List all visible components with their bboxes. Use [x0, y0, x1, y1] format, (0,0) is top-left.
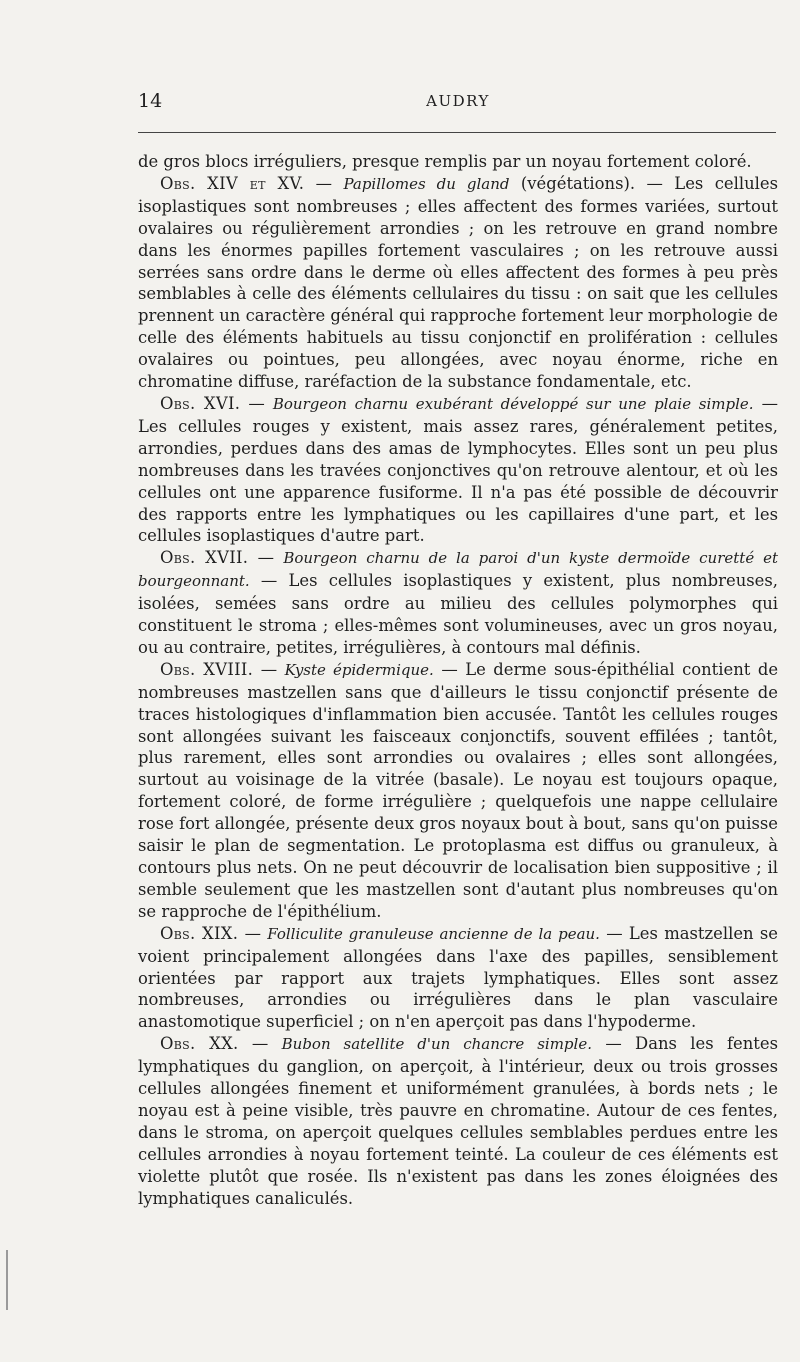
paragraph-obs-xvi: Obs. XVI. — Bourgeon charnu exubérant développé sur une plaie simple. — Les cellules rouges y existent, mais assez rares, généralement petites, arrondies, perdues dans des amas de lymphocytes. Elles sont un peu plus nombreuses dans les travées conjonctives qu'on retrouve alentour, et où les cellules ont une apparence fusiforme. Il n'a pas été possible de découvrir des rapports entre les lymphatiques ou les capillaires d'une part, et les cellules isoplastiques d'autre part.: [138, 393, 779, 546]
paragraph-continuation: [138, 151, 778, 173]
paragraph-text: — Dans les fentes lymphatiques du ganglion, on aperçoit, à l'intérieur, deux ou trois grosses cellules allongées finement et uniformément granulées, à bords nets ; le noyau est à peine visible, très pauvre en chromatine. Autour de ces fentes, dans le stroma, on aperçoit quelques cellules semblables perdues entre les cellules arrondies à noyau fortement teinté. La couleur de ces éléments est violette plutôt que rosée. Ils n'existent pas dans les zones éloignées des lymphatiques canaliculés.: [138, 1034, 778, 1208]
page-number: 14: [138, 90, 163, 112]
obs-title: Bourgeon charnu de la paroi d'un kyste dermoïde curetté et bourgeonnant.: [138, 549, 778, 591]
obs-title: Bourgeon charnu exubérant développé sur une plaie simple.: [272, 394, 754, 413]
obs-title: Folliculite granuleuse ancienne de la peau.: [267, 924, 600, 943]
obs-title: Papillomes du gland: [343, 174, 510, 193]
scan-edge-mark: [6, 1250, 8, 1310]
obs-label: Obs. XX.: [160, 1034, 239, 1054]
paragraph-text: — Les cellules rouges y existent, mais assez rares, généralement petites, arrondies, perdues dans des amas de lymphocytes. Elles sont un peu plus nombreuses dans les travées conjonctives qu'on retrouve alentour, et où les cellules ont une apparence fusiforme. Il n'a pas été possible de découvrir des rapports entre les lymphatiques ou les capillaires d'une part, et les cellules isoplastiques d'autre part.: [138, 393, 779, 546]
header-rule: [138, 132, 776, 133]
paragraph-obs-xix: Obs. XIX. — Folliculite granuleuse ancienne de la peau. — Les mastzellen se voient principalement allongées dans l'axe des papilles, sensiblement orientées par rapport aux trajets lymphatiques. Elles sont assez nombreuses, arrondies ou irrégulières dans le plan vasculaire anastomotique superficiel ; on n'en aperçoit pas dans l'hypoderme.: [138, 923, 778, 1032]
obs-label: Obs. XIV et XV.: [160, 173, 305, 193]
paragraph-text: — Le derme sous-épithélial contient de nombreuses mastzellen sans que d'ailleurs le tissu conjonctif présente de traces histologiques d'inflammation bien accusée. Tantôt les cellules rouges sont allongées suivant les faisceaux conjonctifs, souvent effilées ; tantôt, plus rarement, elles sont arrondies ou ovalaires ; elles sont allongées, surtout au voisinage de la vitrée (basale). Le noyau est toujours opaque, fortement coloré, de forme irrégulière ; quelquefois une nappe cellulaire rose fort allongée, présente deux gros noyaux bout à bout, sans qu'on puisse saisir le plan de segmentation. Le protoplasma est diffus ou granuleux, à contours plus nets. On ne peut découvrir de localisation bien suppositive ; il semble seulement que les mastzellen sont d'autant plus nombreuses qu'on se rapproche de l'épithélium.: [138, 659, 779, 921]
page-header: [138, 90, 778, 114]
obs-label: Obs. XVI.: [160, 393, 241, 413]
paragraph-text: de gros blocs irréguliers, presque remplis par un noyau fortement coloré.: [138, 152, 752, 171]
body-text: [138, 151, 778, 1210]
obs-title: Bubon satellite d'un chancre simple.: [281, 1035, 592, 1054]
obs-label: Obs. XIX.: [160, 923, 239, 943]
obs-title: Kyste épidermique.: [284, 660, 434, 679]
paragraph-text: — Les mastzellen se voient principalement allongées dans l'axe des papilles, sensiblement orientées par rapport aux trajets lymphatiques. Elles sont assez nombreuses, arrondies ou irrégulières dans le plan vasculaire anastomotique superficiel ; on n'en aperçoit pas dans l'hypoderme.: [138, 923, 778, 1032]
paragraph-obs-xviii: Obs. XVIII. — Kyste épidermique. — Le derme sous-épithélial contient de nombreuses mastzellen sans que d'ailleurs le tissu conjonctif présente de traces histologiques d'inflammation bien accusée. Tantôt les cellules rouges sont allongées suivant les faisceaux conjonctifs, souvent effilées ; tantôt, plus rarement, elles sont arrondies ou ovalaires ; elles sont allongées, surtout au voisinage de la vitrée (basale). Le noyau est toujours opaque, fortement coloré, de forme irrégulière ; quelquefois une nappe cellulaire rose fort allongée, présente deux gros noyaux bout à bout, sans qu'on puisse saisir le plan de segmentation. Le protoplasma est diffus ou granuleux, à contours plus nets. On ne peut découvrir de localisation bien suppositive ; il semble seulement que les mastzellen sont d'autant plus nombreuses qu'on se rapproche de l'épithélium.: [138, 659, 779, 921]
paragraph-obs-xvii: Obs. XVII. — Bourgeon charnu de la paroi d'un kyste dermoïde curetté et bourgeonnant. — Les cellules isoplastiques y existent, plus nombreuses, isolées, semées sans ordre au milieu des cellules polymorphes qui constituent le stroma ; elles-mêmes sont volumineuses, avec un gros noyau, ou au contraire, petites, irrégulières, à contours mal définis.: [138, 548, 778, 657]
running-head: AUDRY: [426, 92, 490, 110]
paragraph-text: (végétations). — Les cellules isoplastiques sont nombreuses ; elles affectent des formes variées, surtout ovalaires ou régulièrement arrondies ; on les retrouve en grand nombre dans les énormes papilles fortement vasculaires ; on les retrouve aussi serrées sans ordre dans le derme où elles affectent des formes à peu près semblables à celle des éléments cellulaires du tissu : on sait que les cellules prennent un caractère général qui rapproche fortement leur morphologie de celle des éléments habituels au tissu conjonctif en prolifération : cellules ovalaires ou pointues, peu allongées, avec noyau énorme, riche en chromatine diffuse, raréfaction de la substance fondamentale, etc.: [138, 173, 779, 392]
obs-label: Obs. XVIII.: [160, 659, 254, 679]
paragraph-obs-xiv-xv: Obs. XIV et XV. — Papillomes du gland (végétations). — Les cellules isoplastiques sont nombreuses ; elles affectent des formes variées, surtout ovalaires ou régulièrement arrondies ; on les retrouve en grand nombre dans les énormes papilles fortement vasculaires ; on les retrouve aussi serrées sans ordre dans le derme où elles affectent des formes à peu près semblables à celle des éléments cellulaires du tissu : on sait que les cellules prennent un caractère général qui rapproche fortement leur morphologie de celle des éléments habituels au tissu conjonctif en prolifération : cellules ovalaires ou pointues, peu allongées, avec noyau énorme, riche en chromatine diffuse, raréfaction de la substance fondamentale, etc.: [138, 173, 779, 392]
obs-label: Obs. XVII.: [160, 548, 249, 568]
paragraph-obs-xx: Obs. XX. — Bubon satellite d'un chancre simple. — Dans les fentes lymphatiques du ganglion, on aperçoit, à l'intérieur, deux ou trois grosses cellules allongées finement et uniformément granulées, à bords nets ; le noyau est à peine visible, très pauvre en chromatine. Autour de ces fentes, dans le stroma, on aperçoit quelques cellules semblables perdues entre les cellules arrondies à noyau fortement teinté. La couleur de ces éléments est violette plutôt que rosée. Ils n'existent pas dans les zones éloignées des lymphatiques canaliculés.: [138, 1034, 778, 1208]
paragraph-text: — Les cellules isoplastiques y existent, plus nombreuses, isolées, semées sans ordre au milieu des cellules polymorphes qui constituent le stroma ; elles-mêmes sont volumineuses, avec un gros noyau, ou au contraire, petites, irrégulières, à contours mal définis.: [138, 571, 778, 657]
